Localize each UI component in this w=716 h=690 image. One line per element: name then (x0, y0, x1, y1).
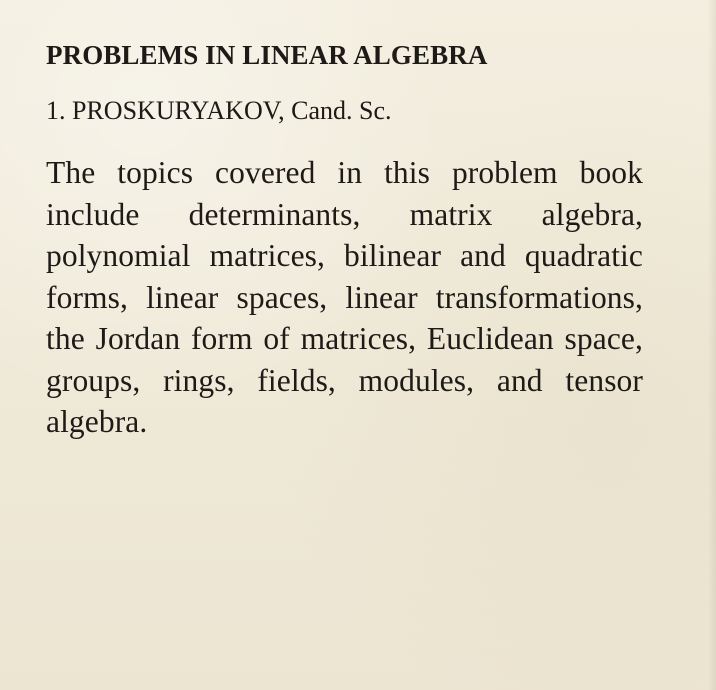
book-description: The topics covered in this problem book include determinants, matrix algebra, polynomial matrices, bilinear and quadratic forms, linear spaces, linear transformations, the Jordan form of matrices, Euclidean space, groups, rings, fields, modules, and tensor algebra. (46, 155, 643, 439)
page-edge-shadow (708, 0, 716, 690)
book-title: PROBLEMS IN LINEAR ALGEBRA (46, 40, 488, 70)
book-info-block (46, 36, 646, 443)
book-author: 1. PROSKURYAKOV, Cand. Sc. (46, 96, 392, 125)
